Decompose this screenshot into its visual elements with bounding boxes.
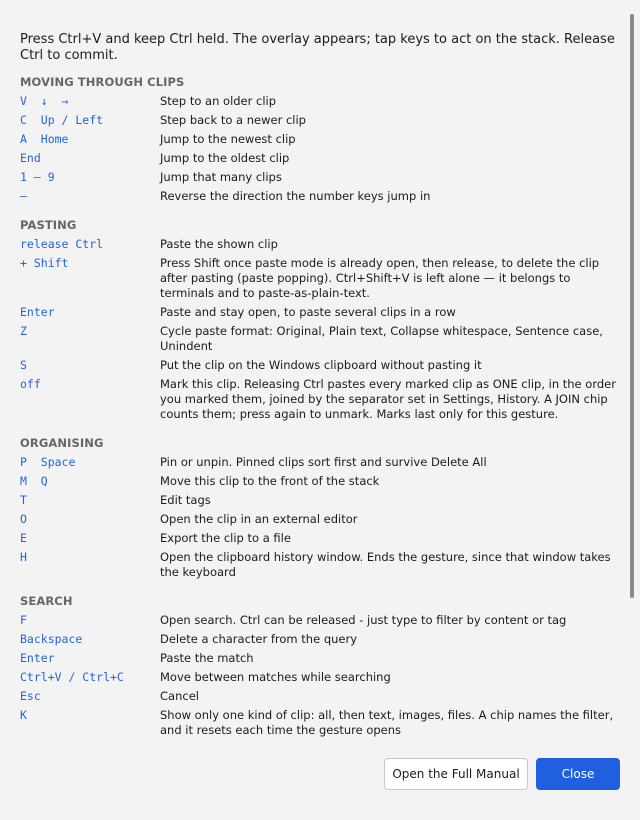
shortcut-key: A Home <box>20 132 69 146</box>
shortcut-description: Move this clip to the front of the stack <box>160 474 380 488</box>
shortcut-description: Paste the match <box>160 651 254 665</box>
shortcut-key: 1 – 9 <box>20 170 55 184</box>
shortcut-row <box>20 170 616 185</box>
shortcut-row <box>20 474 616 489</box>
dialog-footer <box>0 750 640 820</box>
shortcut-row <box>20 132 616 147</box>
shortcut-key: Enter <box>20 651 55 665</box>
open-manual-button[interactable]: Open the Full Manual <box>384 758 528 790</box>
shortcut-row <box>20 113 616 128</box>
shortcut-description: Step to an older clip <box>160 94 277 108</box>
shortcut-description: Paste and stay open, to paste several clips in a row <box>160 305 456 319</box>
shortcut-key: Ctrl+V / Ctrl+C <box>20 670 124 684</box>
shortcut-key: C Up / Left <box>20 113 104 127</box>
help-content <box>20 32 616 758</box>
section-title-moving-through-clips: MOVING THROUGH CLIPS <box>20 75 185 89</box>
shortcut-description: Open search. Ctrl can be released - just type to filter by content or tag <box>160 613 567 627</box>
shortcut-description: Jump that many clips <box>160 170 282 184</box>
shortcut-description: Put the clip on the Windows clipboard without pasting it <box>160 358 482 372</box>
shortcut-key: release Ctrl <box>20 237 104 251</box>
shortcut-row <box>20 493 616 508</box>
shortcut-row <box>20 550 616 580</box>
section-title-search: SEARCH <box>20 594 73 608</box>
shortcut-key: P Space <box>20 455 76 469</box>
shortcut-key: Z <box>20 324 27 338</box>
shortcut-key: V ↓ → <box>20 94 69 108</box>
shortcut-row <box>20 189 616 204</box>
shortcut-row <box>20 256 616 301</box>
shortcut-row <box>20 670 616 685</box>
shortcut-row <box>20 455 616 470</box>
shortcut-key: off <box>20 377 41 391</box>
shortcut-description: Export the clip to a file <box>160 531 291 545</box>
shortcut-description: Press Shift once paste mode is already open, then release, to delete the clip after pasting (paste popping). Ctrl+Shift+V is left alone — it belongs to terminals and to paste-as-plain-text. <box>160 256 600 300</box>
shortcut-row <box>20 512 616 527</box>
shortcut-row <box>20 613 616 628</box>
shortcut-key: Enter <box>20 305 55 319</box>
shortcut-row <box>20 324 616 354</box>
shortcut-description: Step back to a newer clip <box>160 113 306 127</box>
shortcut-description: Edit tags <box>160 493 211 507</box>
shortcut-key: E <box>20 531 27 545</box>
shortcut-description: Mark this clip. Releasing Ctrl pastes every marked clip as ONE clip, in the order you marked them, joined by the separator set in Settings, History. A JOIN chip counts them; press again to unmark. Marks last only for this gesture. <box>160 377 616 421</box>
shortcut-description: Show only one kind of clip: all, then text, images, files. A chip names the filter, and it resets each time the gesture opens <box>160 708 614 737</box>
close-button[interactable]: Close <box>536 758 620 790</box>
shortcut-key: S <box>20 358 27 372</box>
intro-text: Press Ctrl+V and keep Ctrl held. The overlay appears; tap keys to act on the stack. Release Ctrl to commit. <box>20 32 615 63</box>
shortcut-key: Backspace <box>20 632 83 646</box>
shortcut-description: Cycle paste format: Original, Plain text, Collapse whitespace, Sentence case, Unindent <box>160 324 603 353</box>
shortcut-row <box>20 94 616 109</box>
shortcut-row <box>20 651 616 666</box>
shortcut-row <box>20 632 616 647</box>
shortcut-key: – <box>20 189 27 203</box>
shortcut-key: O <box>20 512 27 526</box>
shortcut-row <box>20 358 616 373</box>
shortcut-row <box>20 689 616 704</box>
shortcut-row <box>20 377 616 422</box>
shortcut-description: Jump to the oldest clip <box>160 151 290 165</box>
shortcut-description: Jump to the newest clip <box>160 132 296 146</box>
shortcut-description: Cancel <box>160 689 199 703</box>
shortcut-description: Open the clipboard history window. Ends the gesture, since that window takes the keyboard <box>160 550 611 579</box>
shortcut-row <box>20 531 616 546</box>
shortcut-row <box>20 708 616 738</box>
section-title-organising: ORGANISING <box>20 436 104 450</box>
shortcut-description: Delete a character from the query <box>160 632 358 646</box>
shortcut-description: Move between matches while searching <box>160 670 391 684</box>
shortcut-row <box>20 237 616 252</box>
shortcut-description: Pin or unpin. Pinned clips sort first and survive Delete All <box>160 455 487 469</box>
shortcut-description: Paste the shown clip <box>160 237 278 251</box>
shortcut-key: K <box>20 708 27 722</box>
shortcut-key: M Q <box>20 474 48 488</box>
scrollbar-thumb[interactable] <box>630 14 634 598</box>
shortcut-row <box>20 151 616 166</box>
shortcut-key: + Shift <box>20 256 69 270</box>
shortcut-key: T <box>20 493 27 507</box>
shortcut-row <box>20 305 616 320</box>
shortcut-key: H <box>20 550 27 564</box>
shortcut-key: Esc <box>20 689 41 703</box>
shortcut-key: End <box>20 151 41 165</box>
section-title-pasting: PASTING <box>20 218 77 232</box>
shortcut-sections <box>20 75 616 738</box>
shortcut-description: Open the clip in an external editor <box>160 512 358 526</box>
shortcut-description: Reverse the direction the number keys jump in <box>160 189 431 203</box>
shortcut-key: F <box>20 613 27 627</box>
